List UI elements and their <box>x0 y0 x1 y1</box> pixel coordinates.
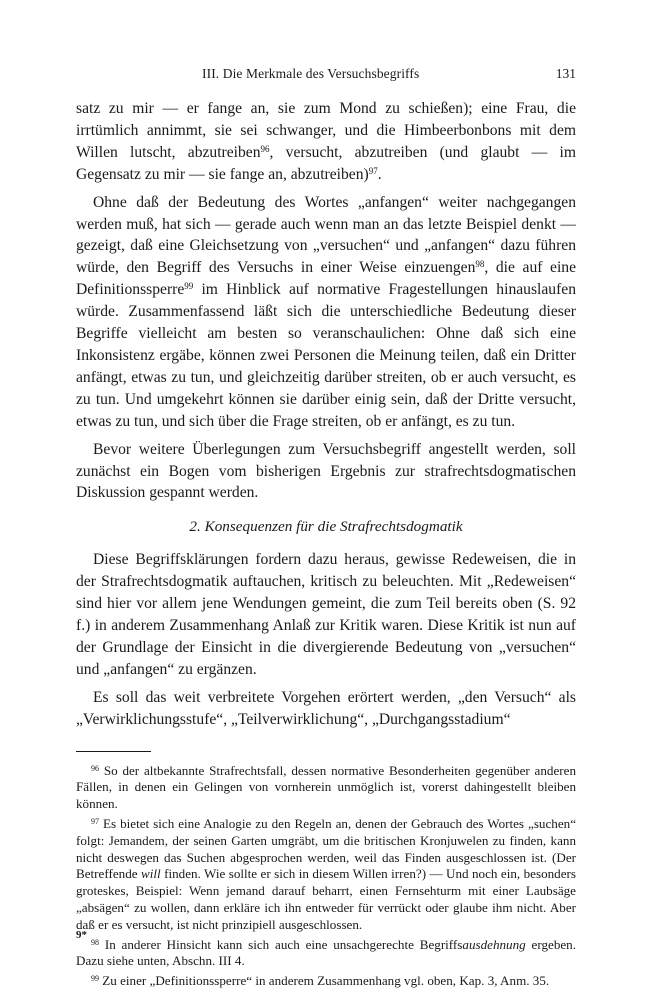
signature-mark: 9* <box>76 929 87 941</box>
footnote-emphasis: will <box>141 866 161 882</box>
footnote-number: 96 <box>91 763 99 773</box>
footnote-number: 98 <box>91 937 99 947</box>
footnote-text: finden. Wie sollte er sich in diesem Willen irren?) — Und noch ein, besonders groteskes, Beispiel: Wenn jemand darauf beharrt, einen Fernsehturm mit einer Laubsäge „absägen“ zu wollen, dann erkläre ich ihn entweder für verrückt oder glaube ihm nicht. Aber daß er es versucht, ist nicht prinzipiell ausgeschlossen. <box>76 866 576 932</box>
footnote-ref-99: 99 <box>184 281 194 292</box>
footnote-number: 97 <box>91 816 99 826</box>
footnote-ref-96: 96 <box>260 143 270 154</box>
footnote-98 <box>76 937 576 971</box>
footnote-number: 99 <box>91 974 99 984</box>
page-number: 131 <box>555 66 576 81</box>
paragraph-3: Bevor weitere Überlegungen zum Versuchsbegriff angestellt werden, soll zunächst ein Bogen vom bisherigen Ergebnis zur strafrechtsdogmatischen Diskussion gespannt werden. <box>76 440 576 502</box>
book-page <box>76 66 576 993</box>
footnote-ref-97: 97 <box>368 165 378 176</box>
paragraph-2: Ohne daß der Bedeutung des Wortes „anfangen“ weiter nachgegangen werden muß, hat sich — gerade auch wenn man an das letzte Beispiel denkt — gezeigt, daß eine Gleichsetzung von „versuchen“ und „anfangen“ dazu führen würde, den Begriff des Versuchs in einer Weise einzuengen$^{98}$, die auf eine Definitionssperre$^{99}$ im Hinblick auf normative Fragestellungen hinauslaufen würde. Zusammenfassend läßt sich die unterschiedliche Bedeutung dieser Begriffe vielleicht am besten so veranschaulichen: Ohne daß sich eine Inkonsistenz ergäbe, können zwei Personen die Meinung teilen, daß ein Dritter anfängt, etwas zu tun, und gleichzeitig darüber streiten, ob er auch versucht, es zu tun. Und umgekehrt können sie darüber einig sein, daß der Dritte versucht, etwas zu tun, und sich über die Frage streiten, ob er anfängt, es zu tun. <box>76 193 576 430</box>
paragraph-5: Es soll das weit verbreitete Vorgehen erörtert werden, „den Versuch“ als „Verwirklichungsstufe“, „Teilverwirklichung“, „Durchgangsstadium“ <box>76 688 576 728</box>
paragraph-1: satz zu mir — er fange an, sie zum Mond zu schießen); eine Frau, die irrtümlich annimmt, sie sei schwanger, und die Himbeerbonbons mit dem Willen lutscht, abzutreiben$^{96}$, versucht, abzutreiben (und glaubt — im Gegensatz zu mir — sie fange an, abzutreiben)$^{97}$. <box>76 100 576 183</box>
footnote-text: Zu einer „Definitionssperre“ in anderem Zusammenhang vgl. oben, Kap. 3, Anm. 35. <box>102 973 550 989</box>
section-heading: 2. Konsequenzen für die Strafrechtsdogmatik <box>189 518 463 536</box>
footnote-text: ergeben. Dazu siehe unten, Abschn. III 4. <box>76 936 577 969</box>
footnote-text: Es bietet sich eine Analogie zu den Regeln an, denen der Gebrauch des Wortes „suchen“ folgt: Jemandem, der seinen Garten umgräbt, um die britischen Kronjuwelen zu finden, kann nicht deswegen das Suchen abgesprochen werden, weil das Finden ausgeschlossen ist. (Der Betreffende <box>76 815 577 882</box>
footnote-99 <box>76 973 576 990</box>
footnote-text: So der altbekannte Strafrechtsfall, dessen normative Besonderheiten gegenüber anderen Fällen, in denen ein Gelingen von vornherein unmöglich ist, vorerst dahingestellt bleiben können. <box>76 762 576 812</box>
main-text <box>76 98 576 731</box>
running-title: III. Die Merkmale des Versuchsbegriffs <box>202 66 420 81</box>
footnote-text: In anderer Hinsicht kann sich auch eine unsachgerechte Begriffs <box>104 936 463 952</box>
footnote-divider <box>76 751 151 752</box>
paragraph-4: Diese Begriffsklärungen fordern dazu heraus, gewisse Redeweisen, die in der Strafrechtsdogmatik auftauchen, kritisch zu beleuchten. Mit „Redeweisen“ sind hier vor allem jene Wendungen gemeint, die zum Teil bereits oben (S. 92 f.) in anderem Zusammenhang Anlaß zur Kritik waren. Diese Kritik ist nun auf der Grundlage der Einsicht in die divergierende Bedeutung von „versuchen“ und „anfangen“ zu ergänzen. <box>76 551 576 678</box>
footnote-ref-98: 98 <box>475 259 485 270</box>
footnote-97 <box>76 816 576 934</box>
footnote-emphasis: ausdehnung <box>462 936 526 952</box>
footnotes <box>76 763 576 990</box>
running-head <box>76 66 576 86</box>
footnote-96 <box>76 763 576 813</box>
